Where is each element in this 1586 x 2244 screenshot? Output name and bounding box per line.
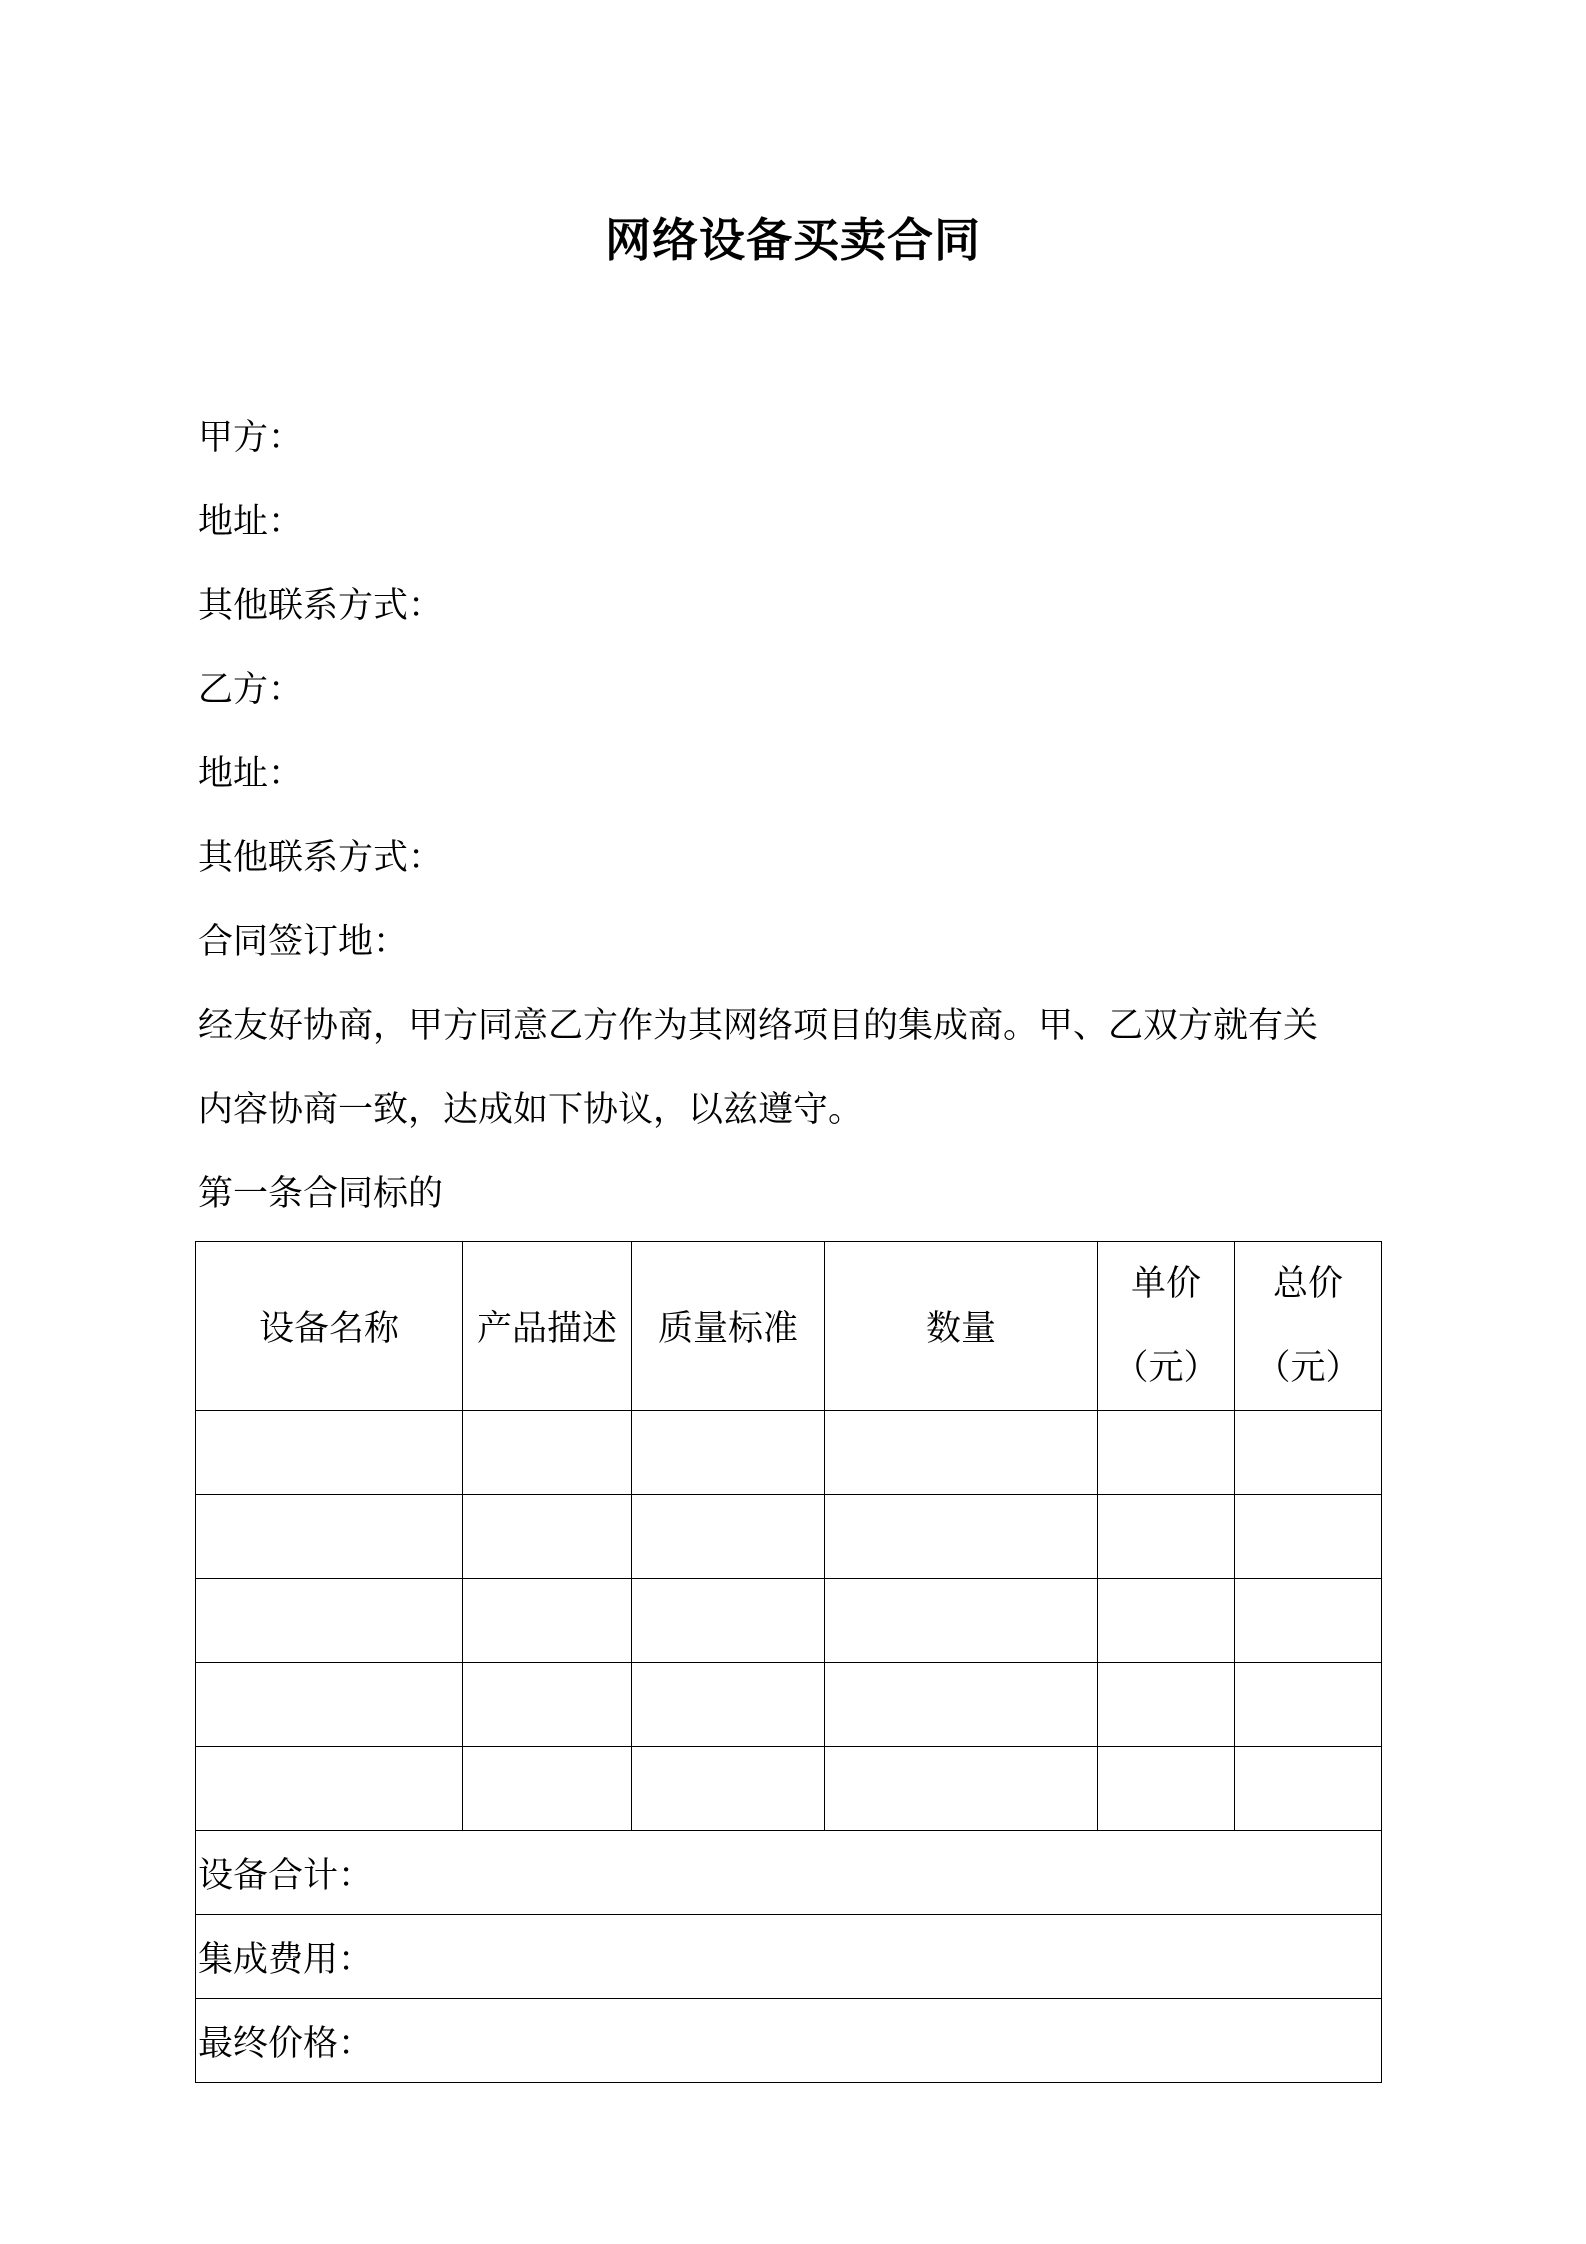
table-cell	[632, 1411, 825, 1495]
document-title: 网络设备买卖合同	[605, 213, 981, 267]
header-quality-standard: 质量标准	[632, 1242, 825, 1411]
equipment-total-label: 设备合计：	[196, 1831, 1382, 1915]
table-cell	[1098, 1411, 1235, 1495]
table-row	[196, 1579, 1382, 1663]
header-total-price	[1235, 1242, 1382, 1411]
integration-fee-row	[196, 1915, 1382, 1999]
table-cell	[196, 1495, 463, 1579]
party-a-field: 甲方：	[198, 418, 304, 458]
header-unit-price-unit: （元）	[1113, 1348, 1219, 1388]
table-cell	[463, 1495, 632, 1579]
table-cell	[825, 1579, 1098, 1663]
header-product-description: 产品描述	[463, 1242, 632, 1411]
table-cell	[463, 1663, 632, 1747]
header-quantity: 数量	[825, 1242, 1098, 1411]
integration-fee-label: 集成费用：	[196, 1915, 1382, 1999]
header-unit-price	[1098, 1242, 1235, 1411]
party-b-field: 乙方：	[198, 670, 304, 710]
table-cell	[196, 1579, 463, 1663]
party-b-address-field: 地址：	[198, 754, 304, 794]
table-cell	[463, 1411, 632, 1495]
table-cell	[1098, 1495, 1235, 1579]
table-cell	[632, 1747, 825, 1831]
table-cell	[825, 1495, 1098, 1579]
table-cell	[632, 1663, 825, 1747]
preamble-line-2: 内容协商一致，达成如下协议，以兹遵守。	[198, 1090, 864, 1130]
party-b-contact-field: 其他联系方式：	[198, 838, 444, 878]
party-a-address-field: 地址：	[198, 502, 304, 542]
table-row	[196, 1411, 1382, 1495]
header-total-price-unit: （元）	[1255, 1348, 1361, 1388]
table-cell	[1098, 1579, 1235, 1663]
table-cell	[632, 1579, 825, 1663]
header-unit-price-label: 单价	[1130, 1264, 1201, 1304]
table-cell	[632, 1495, 825, 1579]
header-total-price-label: 总价	[1272, 1264, 1343, 1304]
header-equipment-name: 设备名称	[196, 1242, 463, 1411]
contract-goods-table	[195, 1241, 1382, 2083]
table-cell	[196, 1411, 463, 1495]
preamble-line-1: 经友好协商，甲方同意乙方作为其网络项目的集成商。甲、乙双方就有关	[198, 1006, 1319, 1046]
table-cell	[1235, 1579, 1382, 1663]
table-row	[196, 1663, 1382, 1747]
section-1-heading: 第一条合同标的	[198, 1174, 444, 1214]
table-cell	[463, 1747, 632, 1831]
table-cell	[1235, 1495, 1382, 1579]
equipment-total-row	[196, 1831, 1382, 1915]
table-cell	[1235, 1411, 1382, 1495]
table-row	[196, 1495, 1382, 1579]
signing-place-field: 合同签订地：	[198, 922, 409, 962]
final-price-row	[196, 1999, 1382, 2083]
table-cell	[1235, 1747, 1382, 1831]
table-cell	[825, 1747, 1098, 1831]
table-header-row	[196, 1242, 1382, 1411]
table-cell	[825, 1411, 1098, 1495]
table-cell	[1098, 1663, 1235, 1747]
table-row	[196, 1747, 1382, 1831]
party-a-contact-field: 其他联系方式：	[198, 586, 444, 626]
table-cell	[1098, 1747, 1235, 1831]
table-cell	[1235, 1663, 1382, 1747]
final-price-label: 最终价格：	[196, 1999, 1382, 2083]
table-cell	[196, 1747, 463, 1831]
table-cell	[196, 1663, 463, 1747]
table-cell	[463, 1579, 632, 1663]
table-cell	[825, 1663, 1098, 1747]
